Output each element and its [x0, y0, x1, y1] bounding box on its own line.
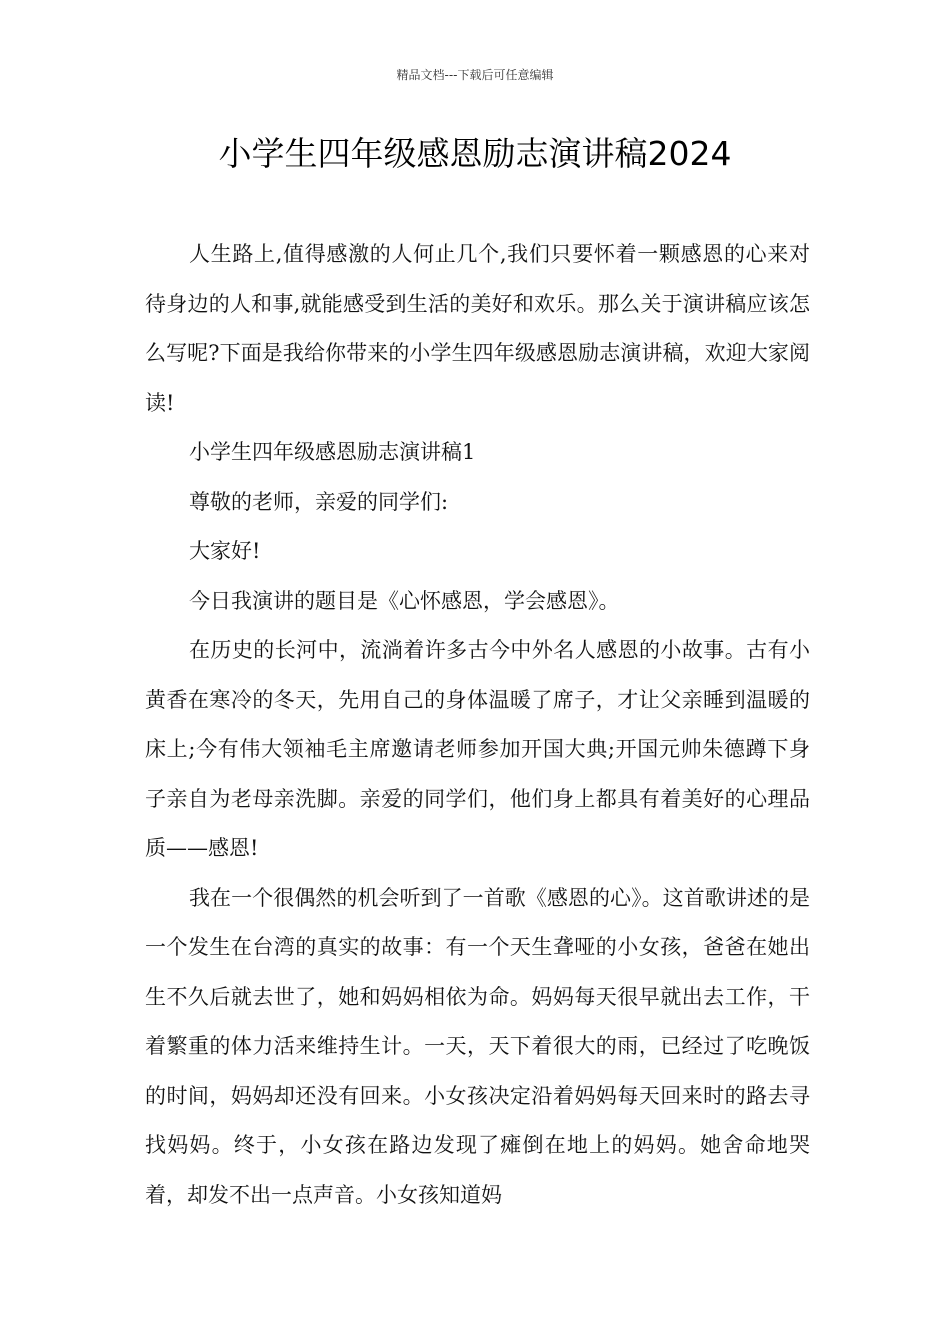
document-body [145, 230, 810, 1220]
topic-paragraph: 今日我演讲的题目是《心怀感恩，学会感恩》。 [189, 588, 620, 613]
header-note: 精品文档---下载后可任意编辑 [396, 68, 554, 82]
story-paragraph: 我在一个很偶然的机会听到了一首歌《感恩的心》。这首歌讲述的是一个发生在台湾的真实的故事：有一个天生聋哑的小女孩，爸爸在她出生不久后就去世了，她和妈妈相依为命。妈妈每天很早就出去工作，干着繁重的体力活来维持生计。一天，天下着很大的雨，已经过了吃晚饭的时间，妈妈却还没有回来。小女孩决定沿着妈妈每天回来时的路去寻找妈妈。终于，小女孩在路边发现了瘫倒在地上的妈妈。她舍命地哭着，却发不出一点声音。小女孩知道妈 [145, 885, 810, 1207]
section-heading: 小学生四年级感恩励志演讲稿1 [189, 440, 476, 464]
salutation: 尊敬的老师，亲爱的同学们: [189, 489, 449, 514]
greeting: 大家好! [189, 539, 261, 563]
document-title: 小学生四年级感恩励志演讲稿2024 [218, 134, 732, 173]
history-paragraph: 在历史的长河中，流淌着许多古今中外名人感恩的小故事。古有小黄香在寒冷的冬天，先用自己的身体温暖了席子，才让父亲睡到温暖的床上;今有伟大领袖毛主席邀请老师参加开国大典;开国元帅朱德蹲下身子亲自为老母亲洗脚。亲爱的同学们，他们身上都具有着美好的心理品质——感恩! [145, 638, 810, 860]
intro-paragraph: 人生路上,值得感激的人何止几个,我们只要怀着一颗感恩的心来对待身边的人和事,就能感受到生活的美好和欢乐。那么关于演讲稿应该怎么写呢?下面是我给你带来的小学生四年级感恩励志演讲稿，欢迎大家阅读! [145, 242, 810, 415]
